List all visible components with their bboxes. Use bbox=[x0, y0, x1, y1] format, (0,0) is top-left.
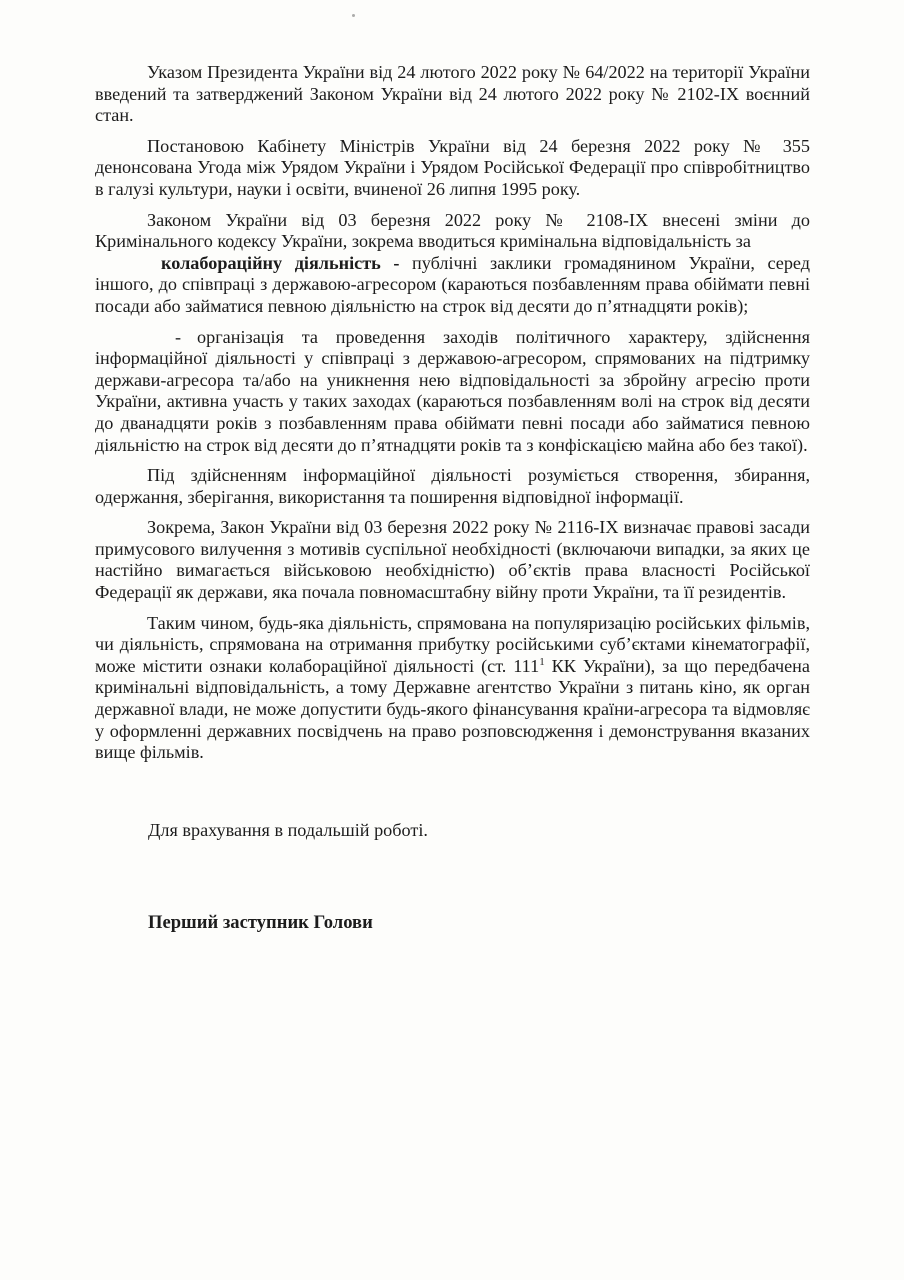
paragraph-property-seizure: Зокрема, Закон України від 03 березня 2022 року № 2116-IX визначає правові засади примусового вилучення з мотивів суспільної необхідності (включаючи випадки, за яких це настійно вимагається військовою необхідністю) об’єктів права власності Російської Федерації як держави, яка почала повномасштабну війну проти України, та її резидентів. bbox=[95, 517, 810, 603]
paragraph-dash-item bbox=[95, 327, 810, 457]
collaboration-term: колабораційну діяльність - bbox=[161, 252, 400, 273]
collaboration-text: публічні заклики громадянином України, серед іншого, до співпраці з державою-агресором (караються позбавленням права обіймати певні посади або займатися певною діяльністю на строк від десяти до п’ятнадцяти років); bbox=[95, 252, 810, 316]
paragraph-agreement-denounced: Постановою Кабінету Міністрів України від 24 березня 2022 року № 355 денонсована Угода між Урядом України і Урядом Російської Федерації про співробітництво в галузі культури, науки і освіти, вчиненої 26 липня 1995 року. bbox=[95, 135, 810, 199]
scan-speck bbox=[352, 14, 355, 17]
paragraph-conclusion bbox=[95, 613, 810, 764]
article-superscript: 1 bbox=[539, 655, 545, 668]
letter-body bbox=[95, 62, 810, 773]
signatory-title: Перший заступник Голови bbox=[148, 912, 373, 933]
dash-item-text: організація та проведення заходів політичного характеру, здійснення інформаційної діяльності у співпраці з державою-агресором, спрямованих на підтримку держави-агресора та/або на уникнення нею відповідальності за збройну агресію проти України, активна участь у таких заходах (караються позбавленням волі на строк від десяти до дванадцяти років з позбавленням права обіймати певні посади або займатися певною діяльністю на строк від десяти до п’ятнадцяти років та з конфіскацією майна або без такої). bbox=[95, 326, 810, 455]
conclusion-text-a: Таким чином, будь-яка діяльність, спрямована на популяризацію російських фільмів, чи діяльність, спрямована на отримання прибутку російськими суб’єктами кінематографії, може містити ознаки колабораційної діяльності (ст. 111 bbox=[95, 612, 810, 676]
paragraph-martial-law: Указом Президента України від 24 лютого 2022 року № 64/2022 на території України введений та затверджений Законом України від 24 лютого 2022 року № 2102-IX воєнний стан. bbox=[95, 62, 810, 126]
paragraph-collaboration-definition bbox=[95, 253, 810, 318]
paragraph-criminal-code: Законом України від 03 березня 2022 року № 2108-IX внесені зміни до Кримінального кодексу України, зокрема вводиться кримінальна відповідальність за bbox=[95, 209, 810, 252]
conclusion-text-b: КК України), за що передбачена кримінальні відповідальність, а тому Державне агентство України з питань кіно, як орган державної влади, не може допустити будь-якого фінансування країни-агресора та відмовляє у оформленні державних посвідчень на право розповсюдження і демонстрування вказаних вище фільмів. bbox=[95, 655, 810, 763]
paragraph-information-activity: Під здійсненням інформаційної діяльності розуміється створення, збирання, одержання, зберігання, використання та поширення відповідної інформації. bbox=[95, 465, 810, 507]
dash-marker: - bbox=[175, 326, 182, 347]
closing-line: Для врахування в подальшій роботі. bbox=[148, 820, 428, 840]
